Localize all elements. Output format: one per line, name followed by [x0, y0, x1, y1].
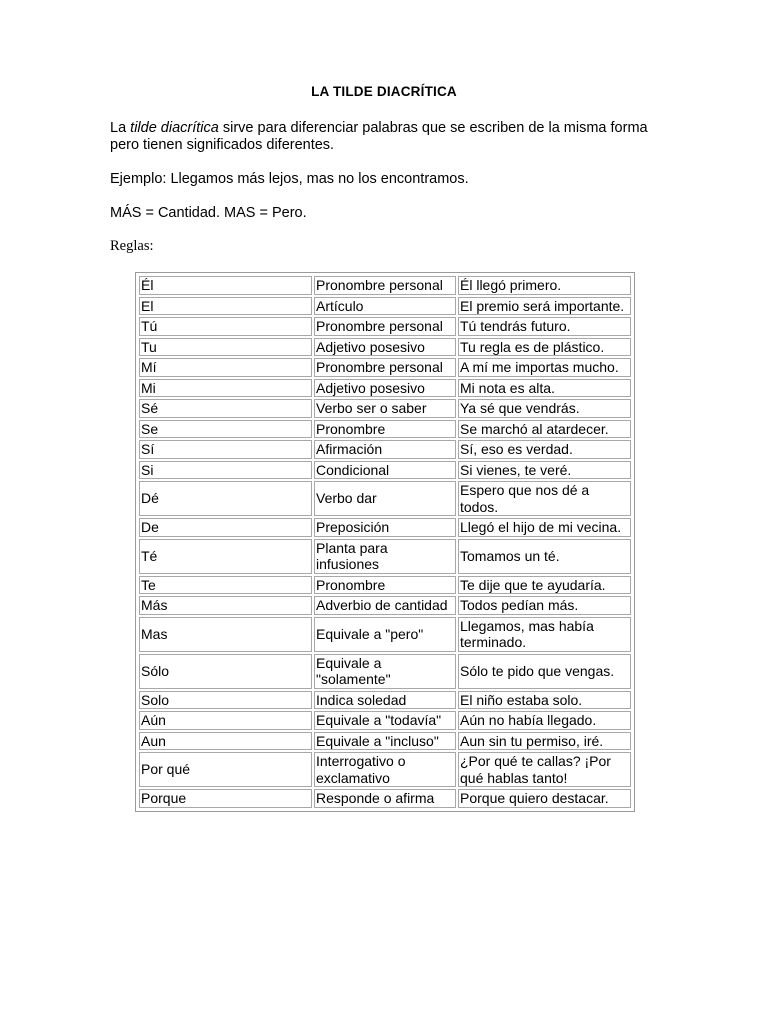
example-cell: Tomamos un té. — [458, 539, 631, 574]
table-row — [139, 399, 631, 418]
word-cell: Se — [139, 420, 312, 439]
example-cell: Tú tendrás futuro. — [458, 317, 631, 336]
table-row — [139, 338, 631, 357]
table-row — [139, 576, 631, 595]
type-cell: Artículo — [314, 297, 456, 316]
table-row — [139, 596, 631, 615]
type-cell: Verbo ser o saber — [314, 399, 456, 418]
type-cell: Adjetivo posesivo — [314, 379, 456, 398]
example-cell: Él llegó primero. — [458, 276, 631, 295]
mas-note-paragraph: MÁS = Cantidad. MAS = Pero. — [110, 205, 307, 221]
rules-label: Reglas: — [110, 238, 154, 254]
example-cell: Aun sin tu permiso, iré. — [458, 732, 631, 751]
type-cell: Equivale a "incluso" — [314, 732, 456, 751]
table-row — [139, 752, 631, 787]
table-row — [139, 461, 631, 480]
type-cell: Preposición — [314, 518, 456, 537]
rules-table-frame — [135, 272, 635, 812]
table-row — [139, 440, 631, 459]
type-cell: Pronombre personal — [314, 276, 456, 295]
table-row — [139, 481, 631, 516]
type-cell: Indica soledad — [314, 691, 456, 710]
table-row — [139, 297, 631, 316]
example-cell: Sí, eso es verdad. — [458, 440, 631, 459]
example-cell: El niño estaba solo. — [458, 691, 631, 710]
example-cell: ¿Por qué te callas? ¡Por qué hablas tanto! — [458, 752, 631, 787]
example-cell: El premio será importante. — [458, 297, 631, 316]
word-cell: Aun — [139, 732, 312, 751]
word-cell: Si — [139, 461, 312, 480]
table-row — [139, 379, 631, 398]
example-cell: A mí me importas mucho. — [458, 358, 631, 377]
rules-table — [137, 274, 633, 810]
example-cell: Llegó el hijo de mi vecina. — [458, 518, 631, 537]
word-cell: Té — [139, 539, 312, 574]
type-cell: Interrogativo o exclamativo — [314, 752, 456, 787]
table-row — [139, 654, 631, 689]
type-cell: Equivale a "todavía" — [314, 711, 456, 730]
word-cell: Tu — [139, 338, 312, 357]
word-cell: El — [139, 297, 312, 316]
type-cell: Equivale a "solamente" — [314, 654, 456, 689]
table-row — [139, 276, 631, 295]
word-cell: Solo — [139, 691, 312, 710]
word-cell: Tú — [139, 317, 312, 336]
type-cell: Adjetivo posesivo — [314, 338, 456, 357]
example-cell: Aún no había llegado. — [458, 711, 631, 730]
table-row — [139, 539, 631, 574]
word-cell: Sólo — [139, 654, 312, 689]
example-cell: Todos pedían más. — [458, 596, 631, 615]
intro-prefix: La — [110, 120, 131, 136]
table-row — [139, 711, 631, 730]
type-cell: Equivale a "pero" — [314, 617, 456, 652]
example-cell: Porque quiero destacar. — [458, 789, 631, 808]
word-cell: Él — [139, 276, 312, 295]
table-row — [139, 317, 631, 336]
intro-rest: sirve para diferenciar palabras que se escriben de la misma forma pero tienen significados diferentes. — [110, 120, 648, 153]
table-row — [139, 518, 631, 537]
word-cell: Te — [139, 576, 312, 595]
type-cell: Pronombre — [314, 576, 456, 595]
word-cell: Mí — [139, 358, 312, 377]
type-cell: Condicional — [314, 461, 456, 480]
word-cell: Mas — [139, 617, 312, 652]
table-row — [139, 420, 631, 439]
type-cell: Afirmación — [314, 440, 456, 459]
example-cell: Espero que nos dé a todos. — [458, 481, 631, 516]
rules-table-body — [139, 276, 631, 808]
intro-term: tilde diacrítica — [130, 120, 219, 136]
table-row — [139, 732, 631, 751]
word-cell: Sí — [139, 440, 312, 459]
word-cell: Dé — [139, 481, 312, 516]
word-cell: De — [139, 518, 312, 537]
table-row — [139, 617, 631, 652]
table-row — [139, 691, 631, 710]
type-cell: Pronombre personal — [314, 358, 456, 377]
word-cell: Porque — [139, 789, 312, 808]
type-cell: Planta para infusiones — [314, 539, 456, 574]
example-cell: Mi nota es alta. — [458, 379, 631, 398]
word-cell: Por qué — [139, 752, 312, 787]
type-cell: Pronombre personal — [314, 317, 456, 336]
example-cell: Te dije que te ayudaría. — [458, 576, 631, 595]
example-cell: Llegamos, mas había terminado. — [458, 617, 631, 652]
example-cell: Sólo te pido que vengas. — [458, 654, 631, 689]
intro-paragraph — [110, 120, 670, 153]
example-cell: Se marchó al atardecer. — [458, 420, 631, 439]
word-cell: Más — [139, 596, 312, 615]
table-row — [139, 789, 631, 808]
type-cell: Pronombre — [314, 420, 456, 439]
word-cell: Sé — [139, 399, 312, 418]
example-cell: Tu regla es de plástico. — [458, 338, 631, 357]
example-cell: Si vienes, te veré. — [458, 461, 631, 480]
type-cell: Verbo dar — [314, 481, 456, 516]
example-paragraph: Ejemplo: Llegamos más lejos, mas no los encontramos. — [110, 171, 469, 187]
page-title: LA TILDE DIACRÍTICA — [311, 84, 457, 99]
type-cell: Adverbio de cantidad — [314, 596, 456, 615]
type-cell: Responde o afirma — [314, 789, 456, 808]
word-cell: Mi — [139, 379, 312, 398]
table-row — [139, 358, 631, 377]
example-cell: Ya sé que vendrás. — [458, 399, 631, 418]
word-cell: Aún — [139, 711, 312, 730]
